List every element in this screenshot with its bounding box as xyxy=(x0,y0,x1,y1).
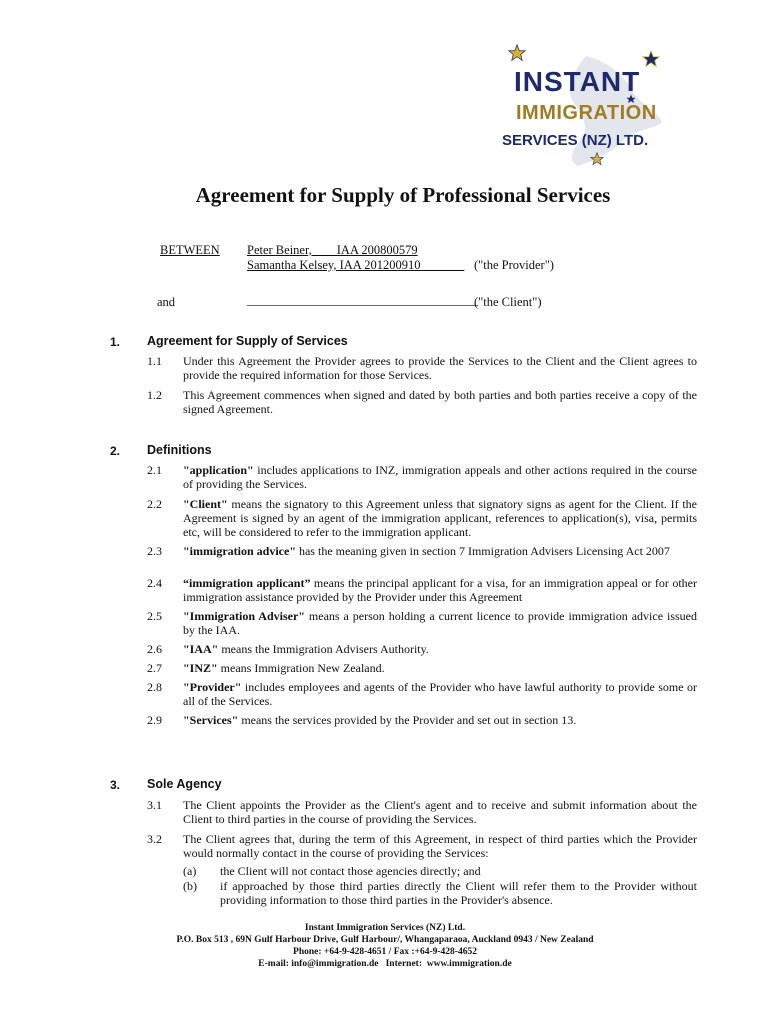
clause-number: 2.9 xyxy=(147,713,162,727)
definition-text: "IAA" means the Immigration Advisers Authority. xyxy=(183,642,429,656)
section-heading: Definitions xyxy=(147,443,212,457)
subclause-text: the Client will not contact those agencies directly; and xyxy=(220,864,481,878)
clause-text: Under this Agreement the Provider agrees to provide the Services to the Client and the Client agrees to provide the required information for those Services. xyxy=(183,354,697,382)
section-heading: Sole Agency xyxy=(147,777,222,791)
subclause-number: (a) xyxy=(183,864,197,878)
clause-number: 2.6 xyxy=(147,642,162,656)
document-title: Agreement for Supply of Professional Services xyxy=(195,183,611,207)
clause-number: 3.1 xyxy=(147,798,162,812)
provider-line-1: Peter Beiner, IAA 200800579 xyxy=(247,243,418,257)
star-icon xyxy=(508,44,526,62)
provider-tag: ("the Provider") xyxy=(474,258,554,272)
clause-number: 2.4 xyxy=(147,576,162,590)
star-icon xyxy=(590,152,604,166)
company-logo xyxy=(500,44,688,176)
clause-number: 3.2 xyxy=(147,832,162,846)
logo-text-services: SERVICES (NZ) LTD. xyxy=(502,132,649,149)
footer-contact: E-mail: info@immigration.de Internet: www.immigration.de xyxy=(258,959,512,969)
client-name-blank: _____________________________________ xyxy=(247,293,479,307)
logo-text-immigration: IMMIGRATION xyxy=(516,102,657,124)
section-number: 1. xyxy=(110,335,121,349)
between-label: BETWEEN xyxy=(160,243,220,257)
clause-number: 2.1 xyxy=(147,463,162,477)
clause-number: 2.7 xyxy=(147,661,162,675)
definition-text: “immigration applicant” means the principal applicant for a visa, for an immigration appeal or for other immigration assistance provided by the Provider under this Agreement xyxy=(183,576,697,604)
footer-address: P.O. Box 513 , 69N Gulf Harbour Drive, Gulf Harbour/, Whangaparaoa, Auckland 0943 / New Zealand xyxy=(176,935,594,945)
definition-text: "Immigration Adviser" means a person holding a current licence to provide immigration advice issued by the IAA. xyxy=(183,609,697,637)
section-number: 3. xyxy=(110,778,121,792)
clause-number: 2.8 xyxy=(147,680,162,694)
definition-text: "Services" means the services provided by the Provider and set out in section 13. xyxy=(183,713,577,727)
and-label: and xyxy=(157,295,176,309)
clause-number: 1.1 xyxy=(147,354,162,368)
subclause-text: if approached by those third parties directly the Client will refer them to the Provider without providing information to those third parties in the Provider's absence. xyxy=(220,879,697,907)
star-icon xyxy=(642,50,660,68)
clause-number: 2.5 xyxy=(147,609,162,623)
definition-text: "immigration advice" has the meaning given in section 7 Immigration Advisers Licensing Act 2007 xyxy=(183,544,670,558)
provider-line-2: Samantha Kelsey, IAA 201200910_______ xyxy=(247,258,465,272)
definition-text: "Client" means the signatory to this Agreement unless that signatory signs as agent for the Client. If the Agreement is signed by an agent of the immigration applicant, references to application(s), visa, permits etc, will be considered to refer to the immigration applicant. xyxy=(183,497,697,539)
clause-number: 2.2 xyxy=(147,497,162,511)
section-heading: Agreement for Supply of Services xyxy=(147,334,348,348)
logo-text-instant: INSTANT xyxy=(514,66,641,97)
clause-number: 1.2 xyxy=(147,388,162,402)
clause-number: 2.3 xyxy=(147,544,162,558)
section-number: 2. xyxy=(110,444,121,458)
definition-text: "Provider" includes employees and agents of the Provider who have lawful authority to provide some or all of the Services. xyxy=(183,680,697,708)
footer-phone: Phone: +64-9-428-4651 / Fax :+64-9-428-4652 xyxy=(293,947,477,957)
definition-text: "application" includes applications to INZ, immigration appeals and other actions required in the course of providing the Services. xyxy=(183,463,697,491)
subclause-number: (b) xyxy=(183,879,197,893)
footer xyxy=(0,922,770,970)
footer-company: Instant Immigration Services (NZ) Ltd. xyxy=(304,923,466,933)
definition-text: "INZ" means Immigration New Zealand. xyxy=(183,661,385,675)
clause-text: The Client appoints the Provider as the Client's agent and to receive and submit information about the Client to third parties in the course of providing the Services. xyxy=(183,798,697,826)
client-tag: ("the Client") xyxy=(474,295,542,309)
clause-text: This Agreement commences when signed and dated by both parties and both parties receive a copy of the signed Agreement. xyxy=(183,388,697,416)
clause-text: The Client agrees that, during the term of this Agreement, in respect of third parties which the Provider would normally contact in the course of providing the Services: xyxy=(183,832,697,860)
